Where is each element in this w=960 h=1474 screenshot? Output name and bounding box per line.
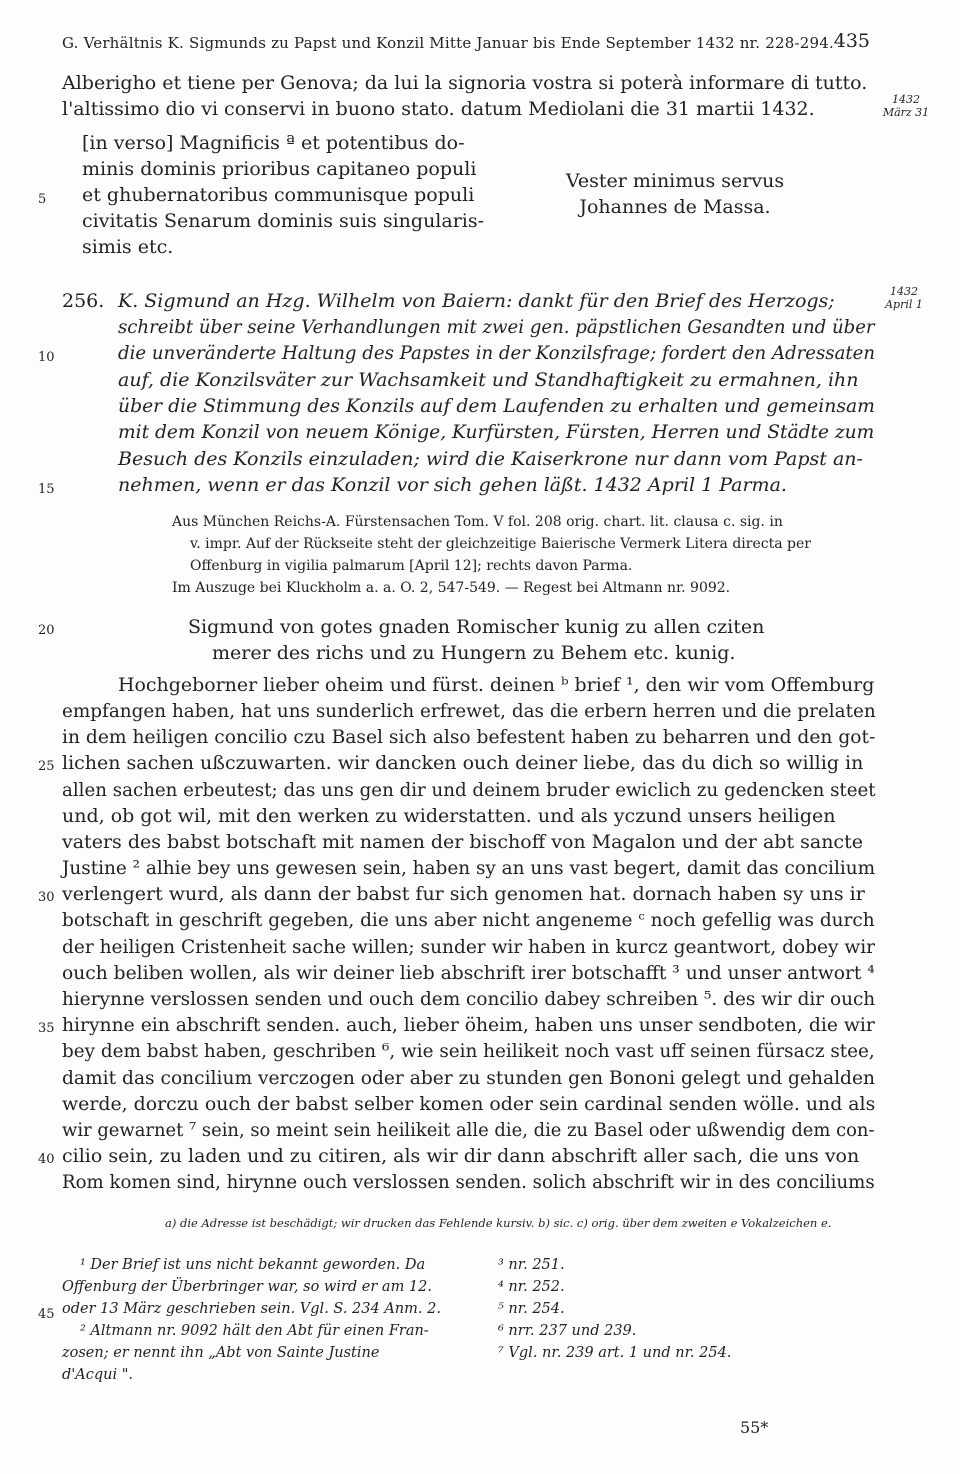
intitulatio-line: merer des richs und zu Hungern zu Behem etc. kunig. [212, 642, 736, 664]
body-line: hirynne ein abschrift senden. auch, lieber öheim, haben uns unser sendboten, die wir [62, 1014, 875, 1036]
source-line: Offenburg in vigilia palmarum [April 12]; rechts davon Parma. [190, 558, 633, 574]
line-number: 5 [38, 192, 47, 207]
address-line: [in verso] Magnificis ª et potentibus do- [82, 132, 465, 154]
body-line: cilio sein, zu laden und zu citiren, als wir dir dann abschrift aller sach, die uns von [62, 1145, 860, 1167]
address-line: simis etc. [82, 236, 174, 258]
footnote-line: d'Acqui ". [62, 1367, 134, 1383]
margin-day: April 1 [885, 297, 923, 311]
intitulatio-line: Sigmund von gotes gnaden Romischer kunig zu allen cziten [188, 616, 765, 638]
signature-line: Vester minimus servus [565, 170, 785, 192]
text-line: l'altissimo dio vi conservi in buono stato. datum Mediolani die 31 martii 1432. [62, 98, 815, 120]
line-number: 20 [38, 623, 55, 638]
address-line: minis dominis prioribus capitaneo populi [82, 158, 477, 180]
address-line: civitatis Senarum dominis suis singularis- [82, 210, 485, 232]
summary-line: über die Stimmung des Konzils auf dem Laufenden zu erhalten und gemeinsam [118, 395, 875, 417]
source-line: Aus München Reichs-A. Fürstensachen Tom. V fol. 208 orig. chart. lit. clausa c. sig. in [172, 514, 783, 530]
body-line: hierynne verslossen senden und ouch dem concilio dabey schreiben ⁵. des wir dir ouch [62, 988, 876, 1010]
body-line: werde, dorczu ouch der babst selber komen oder sein cardinal senden wölle. und als [62, 1093, 876, 1115]
body-line: empfangen haben, hat uns sunderlich erfrewet, das die erbern herren und die prelaten [62, 700, 876, 722]
text-line: Alberigho et tiene per Genova; da lui la signoria vostra si poterà informare di tutto. [62, 72, 868, 94]
footnote-line: zosen; er nennt ihn „Abt von Sainte Justine [62, 1345, 380, 1361]
body-line: wir gewarnet ⁷ sein, so meint sein heilikeit alle die, die zu Basel oder ußwendig dem con- [62, 1119, 875, 1141]
footnote-line: ⁴ nr. 252. [498, 1279, 565, 1295]
footnote-line: ³ nr. 251. [498, 1257, 565, 1273]
entry-number: 256. [62, 290, 105, 312]
footnote-line: ⁵ nr. 254. [498, 1301, 565, 1317]
body-line: ouch beliben wollen, als wir deiner lieb abschrift irer botschafft ³ und unser antwort ⁴ [62, 962, 875, 984]
margin-date [874, 286, 934, 311]
body-line: der heiligen Cristenheit sache willen; sunder wir haben in kurcz geantwort, dobey wir [62, 936, 876, 958]
address-line: et ghubernatoribus communisque populi [82, 184, 475, 206]
body-line: damit das concilium verczogen oder aber zu stunden gen Bononi gelegt und gehalden [62, 1067, 875, 1089]
summary-line: die unveränderte Haltung des Papstes in der Konzilsfrage; fordert den Adressaten [118, 342, 876, 364]
summary-line: auf, die Konzilsväter zur Wachsamkeit und Standhaftigkeit zu ermahnen, ihn [118, 369, 859, 391]
line-number: 25 [38, 759, 55, 774]
body-line: verlengert wurd, als dann der babst fur sich genomen hat. dornach haben sy uns ir [62, 883, 865, 905]
body-line: allen sachen erbeutest; das uns gen dir und deinem bruder ewiclich zu gedencken steet [62, 779, 876, 801]
margin-date [878, 94, 934, 119]
body-line: und, ob got wil, mit den werken zu widerstatten. und als yczund unsers heiligen [62, 805, 836, 827]
summary-line: K. Sigmund an Hzg. Wilhelm von Baiern: dankt für den Brief des Herzogs; [118, 290, 835, 312]
body-line: vaters des babst botschaft mit namen der bischoff von Magalon und der abt sancte [62, 831, 863, 853]
source-line: Im Auszuge bei Kluckholm a. a. O. 2, 547-549. — Regest bei Altmann nr. 9092. [172, 580, 731, 596]
body-line: botschaft in geschrift gegeben, die uns aber nicht angeneme ᶜ noch gefellig was durch [62, 909, 875, 931]
summary-line: Besuch des Konzils einzuladen; wird die Kaiserkrone nur dann vom Papst an- [118, 448, 863, 470]
signature-mark: 55* [740, 1418, 769, 1437]
footnote-line: ⁷ Vgl. nr. 239 art. 1 und nr. 254. [498, 1345, 732, 1361]
body-line: Rom komen sind, hirynne ouch verslossen senden. solich abschrift wir in des conciliums [62, 1171, 875, 1193]
line-number: 15 [38, 482, 55, 497]
body-line: bey dem babst haben, geschriben ⁶, wie sein heilikeit noch vast uff seinen fürsacz stee, [62, 1040, 875, 1062]
line-number: 45 [38, 1307, 55, 1322]
body-line: Hochgeborner lieber oheim und fürst. deinen ᵇ brief ¹, den wir vom Offemburg [118, 674, 875, 696]
footnote-line: ¹ Der Brief ist uns nicht bekannt geworden. Da [80, 1257, 426, 1273]
footnote-line: ² Altmann nr. 9092 hält den Abt für einen Fran- [80, 1323, 429, 1339]
running-title: G. Verhältnis K. Sigmunds zu Papst und Konzil Mitte Januar bis Ende September 1432 nr. 228-294. [62, 34, 834, 52]
body-line: lichen sachen ußczuwarten. wir dancken ouch deiner liebe, das du dich so willig in [62, 752, 864, 774]
source-line: v. impr. Auf der Rückseite steht der gleichzeitige Baierische Vermerk Litera directa per [190, 536, 811, 552]
footnote-line: Offenburg der Überbringer war, so wird er am 12. [62, 1279, 432, 1295]
line-number: 35 [38, 1021, 55, 1036]
footnote-line: oder 13 März geschrieben sein. Vgl. S. 234 Anm. 2. [62, 1301, 441, 1317]
body-line: Justine ² alhie bey uns gewesen sein, haben sy an uns vast begert, damit das concilium [62, 857, 876, 879]
line-number: 30 [38, 890, 55, 905]
margin-year: 1432 [892, 93, 920, 106]
page-number: 435 [833, 30, 870, 52]
summary-line: nehmen, wenn er das Konzil vor sich gehen läßt. 1432 April 1 Parma. [118, 474, 787, 496]
margin-day: März 31 [882, 105, 930, 119]
footnote-line: ⁶ nrr. 237 und 239. [498, 1323, 637, 1339]
body-line: in dem heiligen concilio czu Basel sich also befestent haben zu beharren und den got- [62, 726, 876, 748]
line-number: 40 [38, 1152, 55, 1167]
critical-apparatus: a) die Adresse ist beschädigt; wir drucken das Fehlende kursiv. b) sic. c) orig. über dem zweiten e Vokalzeichen e. [165, 1216, 832, 1230]
line-number: 10 [38, 350, 55, 365]
summary-line: schreibt über seine Verhandlungen mit zwei gen. päpstlichen Gesandten und über [118, 316, 875, 338]
summary-line: mit dem Konzil von neuem Könige, Kurfürsten, Fürsten, Herren und Städte zum [118, 421, 875, 443]
margin-year: 1432 [890, 285, 918, 298]
signature-line: Johannes de Massa. [579, 196, 771, 218]
